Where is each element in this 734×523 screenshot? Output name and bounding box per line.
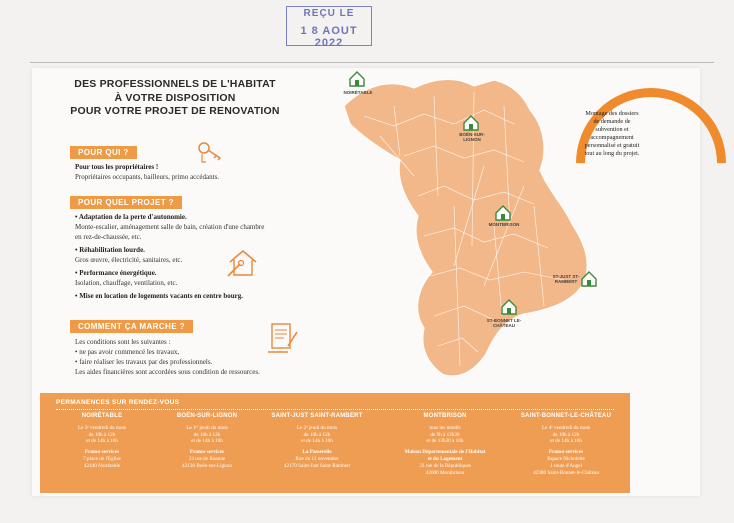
permanence-address: Espace Nicholette (547, 455, 585, 462)
house-tools-icon (226, 248, 260, 283)
permanences-heading: PERMANENCES SUR RENDEZ-VOUS (56, 399, 180, 406)
permanence-line: et de 14h à 16h (550, 438, 582, 445)
document-signature-icon (266, 322, 300, 359)
page-title (40, 78, 310, 119)
permanence-line: Le 1ᵉʳ jeudi du mois (186, 424, 228, 431)
permanence-address: 7 place de l'Église (83, 455, 121, 462)
permanence-line: Le 4ᵉ vendredi du mois (541, 424, 590, 431)
permanence-line: Le 2ᵉ jeudi du mois (296, 424, 338, 431)
permanence-address: 42600 Montbrison (425, 469, 465, 476)
department-map (334, 66, 600, 384)
permanence-line: de 10h à 12h (88, 431, 116, 438)
permanence-venue: France services (548, 449, 584, 456)
permanence-line: et de 14h à 16h (301, 438, 333, 445)
permanence-venue: France services (189, 449, 225, 456)
permanence-venue: Maison Départementale de l'Habitat (404, 449, 486, 456)
town-label-stbonnet: ST-BONNET LE-CHÂTEAU (486, 318, 522, 328)
permanence-col-stbonnet (506, 413, 626, 476)
permanence-address: 1 route d'Augel (549, 462, 583, 469)
section-label-pour-quel-projet: POUR QUEL PROJET ? (70, 196, 182, 209)
dotted-divider (56, 409, 614, 410)
permanence-city: SAINT-BONNET-LE-CHÂTEAU (520, 413, 612, 419)
permanence-line: de 9h à 12h30 (430, 431, 460, 438)
town-label-boen: BOËN-SUR-LIGNON (459, 132, 485, 142)
accompaniment-note: Montage des dossiers de demande de subvention et accompagnement personnalisé et gratuit tout au long du projet. (584, 110, 640, 157)
stamp-date: 1 8 AOUT 2022 (300, 25, 358, 49)
permanence-city: NOIRÉTABLE (81, 413, 123, 419)
permanence-address: 42170 Saint-Just Saint-Rambert (283, 462, 351, 469)
projet-item4: • Mise en location de logements vacants en centre bourg. (75, 292, 243, 300)
pour-qui-line1: Pour tous les propriétaires ! (75, 163, 159, 171)
permanence-address: 42130 Boën-sur-Lignon (182, 462, 232, 469)
comment-line4: Les aides financières sont accordées sous condition de ressources. (75, 368, 260, 376)
town-label-montbrison: MONTBRISON (488, 222, 520, 227)
comment-line1: Les conditions sont les suivantes : (75, 338, 171, 346)
town-label-noiretable: NOIRÉTABLE (343, 90, 373, 95)
permanence-address: 42440 Noirétable (83, 462, 121, 469)
permanence-venue: La Passerelle (302, 449, 332, 456)
title-line1: DES PROFESSIONNELS DE L'HABITAT (74, 78, 276, 90)
projet-item2-detail: Gros œuvre, électricité, sanitaires, etc. (75, 256, 183, 264)
permanence-col-stjust (258, 413, 376, 470)
permanence-venue: et du Logement (427, 455, 463, 462)
stamp-line1: REÇU LE (303, 8, 355, 19)
permanence-line: tous les mardis (429, 424, 461, 431)
permanence-line: et de 14h à 16h (86, 438, 118, 445)
keys-icon (196, 140, 226, 169)
section-label-pour-qui: POUR QUI ? (70, 146, 137, 159)
projet-item1-detail-b: en rez-de-chaussée, etc. (75, 233, 142, 241)
house-marker-stjust (580, 270, 598, 293)
permanence-line: Le 3ᵉ vendredi du mois (77, 424, 126, 431)
permanence-city: SAINT-JUST SAINT-RAMBERT (271, 413, 363, 419)
permanence-city: BOËN-SUR-LIGNON (176, 413, 238, 419)
permanence-col-noiretable (46, 413, 158, 470)
comment-line3: • faire réaliser les travaux par des professionnels. (75, 358, 213, 366)
top-rule (30, 62, 714, 63)
received-stamp (286, 6, 372, 49)
title-line3: POUR VOTRE PROJET DE RENOVATION (70, 105, 280, 117)
permanence-col-boen (152, 413, 262, 470)
comment-line2: • ne pas avoir commencé les travaux, (75, 348, 180, 356)
permanence-col-montbrison (390, 413, 500, 476)
title-line2: À VOTRE DISPOSITION (114, 91, 236, 104)
pour-qui-text (75, 162, 285, 182)
permanence-address: 33 rue de la Républiques (419, 462, 471, 469)
projet-item3: • Performance énergétique. (75, 269, 157, 277)
projet-item2: • Réhabilitation lourde. (75, 246, 145, 254)
permanence-line: et de 13h30 à 16h (426, 438, 464, 445)
permanence-line: et de 14h à 16h (191, 438, 223, 445)
projet-item3-detail: Isolation, chauffage, ventilation, etc. (75, 279, 178, 287)
section-label-comment: COMMENT ÇA MARCHE ? (70, 320, 193, 333)
permanence-address: Rue du 11 novembre (295, 455, 339, 462)
permanences-band (40, 393, 630, 493)
permanence-address: 42380 Saint-Bonnet-le-Château (533, 469, 599, 476)
permanence-address: 13 rue de Roanne (188, 455, 226, 462)
pour-qui-line2: Propriétaires occupants, bailleurs, primo accédants. (75, 173, 220, 181)
permanence-line: de 10h à 12h (303, 431, 331, 438)
permanence-venue: France services (84, 449, 120, 456)
projet-text (75, 212, 325, 301)
permanence-line: de 10h à 12h (552, 431, 580, 438)
projet-item1: • Adaptation de la perte d'autonomie. (75, 213, 187, 221)
town-label-stjust: ST-JUST ST-RAMBERT (552, 274, 580, 284)
projet-item1-detail-a: Monte-escalier, aménagement salle de bain, création d'une chambre (75, 223, 265, 231)
permanence-city: MONTBRISON (423, 413, 467, 419)
permanence-line: de 10h à 12h (193, 431, 221, 438)
